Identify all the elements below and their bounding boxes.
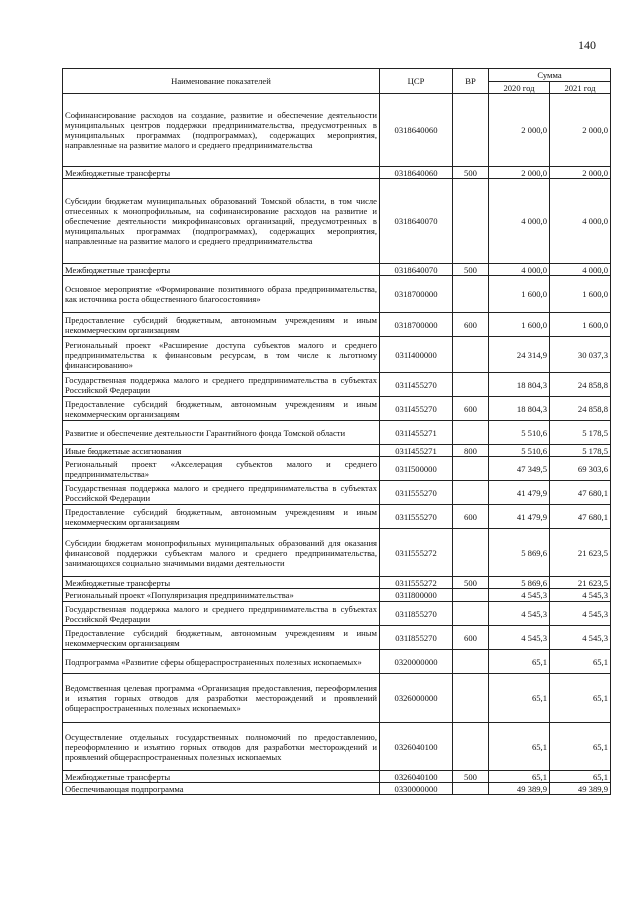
row-csr-cell: 0326040100 [380, 771, 453, 783]
row-name-cell: Предоставление субсидий бюджетным, автономным учреждениям и иным некоммерческим организациям [63, 626, 380, 650]
row-amount-2020-cell: 18 804,3 [489, 373, 550, 397]
row-amount-2020-cell: 5 510,6 [489, 421, 550, 445]
table-row [63, 674, 611, 723]
row-name-cell: Региональный проект «Популяризация предпринимательства» [63, 589, 380, 602]
row-csr-cell: 031I455270 [380, 397, 453, 421]
row-vr-cell: 500 [453, 264, 489, 276]
row-amount-2020-cell: 1 600,0 [489, 276, 550, 313]
row-amount-2021-cell: 49 389,9 [550, 783, 611, 795]
row-amount-2021-cell: 4 545,3 [550, 589, 611, 602]
row-amount-2020-cell: 4 545,3 [489, 589, 550, 602]
row-name-cell: Региональный проект «Акселерация субъектов малого и среднего предпринимательства» [63, 457, 380, 481]
row-amount-2021-cell: 65,1 [550, 723, 611, 771]
row-amount-2020-cell: 4 000,0 [489, 179, 550, 264]
row-vr-cell [453, 421, 489, 445]
table-row [63, 783, 611, 795]
row-name-cell: Межбюджетные трансферты [63, 264, 380, 276]
row-vr-cell [453, 481, 489, 505]
row-name-cell: Межбюджетные трансферты [63, 771, 380, 783]
row-amount-2021-cell: 1 600,0 [550, 313, 611, 337]
row-amount-2021-cell: 24 858,8 [550, 397, 611, 421]
row-csr-cell: 031I855270 [380, 602, 453, 626]
row-amount-2021-cell: 1 600,0 [550, 276, 611, 313]
row-vr-cell: 500 [453, 771, 489, 783]
row-amount-2021-cell: 2 000,0 [550, 94, 611, 167]
row-amount-2021-cell: 65,1 [550, 674, 611, 723]
row-amount-2021-cell: 4 545,3 [550, 602, 611, 626]
row-csr-cell: 031I555272 [380, 529, 453, 577]
row-csr-cell: 031I400000 [380, 337, 453, 373]
table-row [63, 589, 611, 602]
row-amount-2020-cell: 5 510,6 [489, 445, 550, 457]
table-row [63, 337, 611, 373]
row-amount-2020-cell: 1 600,0 [489, 313, 550, 337]
row-vr-cell: 600 [453, 397, 489, 421]
table-row [63, 421, 611, 445]
row-name-cell: Государственная поддержка малого и среднего предпринимательства в субъектах Российской Федерации [63, 373, 380, 397]
row-name-cell: Софинансирование расходов на создание, развитие и обеспечение деятельности муниципальных центров поддержки предпринимательства, предусмотренных в муниципальных программах (подпрограммах), содержащих мероприятия, направленные на развитие малого и среднего предпринимательства [63, 94, 380, 167]
header-year-2020: 2020 год [489, 82, 550, 94]
row-amount-2021-cell: 65,1 [550, 771, 611, 783]
row-amount-2020-cell: 65,1 [489, 723, 550, 771]
table-row [63, 94, 611, 167]
row-amount-2020-cell: 65,1 [489, 650, 550, 674]
row-name-cell: Предоставление субсидий бюджетным, автономным учреждениям и иным некоммерческим организациям [63, 505, 380, 529]
table-row [63, 167, 611, 179]
row-csr-cell: 031I555270 [380, 505, 453, 529]
table-row [63, 602, 611, 626]
row-amount-2020-cell: 4 000,0 [489, 264, 550, 276]
row-vr-cell [453, 457, 489, 481]
row-vr-cell [453, 373, 489, 397]
row-vr-cell [453, 650, 489, 674]
row-amount-2021-cell: 2 000,0 [550, 167, 611, 179]
row-vr-cell [453, 723, 489, 771]
row-name-cell: Межбюджетные трансферты [63, 577, 380, 589]
table-row [63, 481, 611, 505]
row-csr-cell: 0318640070 [380, 179, 453, 264]
row-vr-cell: 500 [453, 167, 489, 179]
row-amount-2021-cell: 21 623,5 [550, 577, 611, 589]
table-row [63, 529, 611, 577]
row-name-cell: Предоставление субсидий бюджетным, автономным учреждениям и иным некоммерческим организациям [63, 313, 380, 337]
page-number: 140 [578, 38, 596, 52]
row-vr-cell [453, 94, 489, 167]
table-row [63, 505, 611, 529]
row-amount-2021-cell: 5 178,5 [550, 421, 611, 445]
row-vr-cell [453, 179, 489, 264]
row-csr-cell: 0318640070 [380, 264, 453, 276]
header-csr: ЦСР [380, 69, 453, 94]
row-name-cell: Государственная поддержка малого и среднего предпринимательства в субъектах Российской Федерации [63, 481, 380, 505]
row-vr-cell [453, 783, 489, 795]
table-row [63, 457, 611, 481]
row-amount-2020-cell: 65,1 [489, 771, 550, 783]
row-csr-cell: 0318700000 [380, 313, 453, 337]
row-name-cell: Ведомственная целевая программа «Организация предоставления, переоформления и изъятия горных отводов для разработки месторождений и проявлений общераспространенных полезных ископаемых» [63, 674, 380, 723]
row-csr-cell: 0318640060 [380, 167, 453, 179]
row-csr-cell: 031I455271 [380, 421, 453, 445]
row-csr-cell: 031I555270 [380, 481, 453, 505]
header-year-2021: 2021 год [550, 82, 611, 94]
row-amount-2020-cell: 2 000,0 [489, 167, 550, 179]
row-amount-2020-cell: 5 869,6 [489, 577, 550, 589]
row-csr-cell: 0318700000 [380, 276, 453, 313]
table-row [63, 626, 611, 650]
row-amount-2020-cell: 24 314,9 [489, 337, 550, 373]
table-row [63, 397, 611, 421]
row-vr-cell: 600 [453, 313, 489, 337]
row-vr-cell: 600 [453, 505, 489, 529]
row-csr-cell: 031I800000 [380, 589, 453, 602]
row-amount-2021-cell: 4 000,0 [550, 264, 611, 276]
row-amount-2021-cell: 21 623,5 [550, 529, 611, 577]
row-csr-cell: 031I555272 [380, 577, 453, 589]
row-csr-cell: 0330000000 [380, 783, 453, 795]
row-amount-2020-cell: 18 804,3 [489, 397, 550, 421]
table-header [63, 69, 611, 94]
row-amount-2020-cell: 41 479,9 [489, 505, 550, 529]
budget-table [62, 68, 611, 795]
header-vr: ВР [453, 69, 489, 94]
row-vr-cell [453, 337, 489, 373]
row-name-cell: Межбюджетные трансферты [63, 167, 380, 179]
table-body [63, 94, 611, 795]
row-csr-cell: 031I855270 [380, 626, 453, 650]
table-row [63, 577, 611, 589]
row-amount-2021-cell: 24 858,8 [550, 373, 611, 397]
row-name-cell: Подпрограмма «Развитие сферы общераспространенных полезных ископаемых» [63, 650, 380, 674]
row-vr-cell [453, 529, 489, 577]
table-row [63, 771, 611, 783]
table-row [63, 723, 611, 771]
row-name-cell: Субсидии бюджетам муниципальных образований Томской области, в том числе отнесенных к монопрофильным, на софинансирование расходов на развитие и обеспечение деятельности микрофинансовых организаций, предусмотренных в муниципальных программах (подпрограммах), содержащих мероприятия, направленные на развитие малого и среднего предпринимательства [63, 179, 380, 264]
row-amount-2021-cell: 69 303,6 [550, 457, 611, 481]
row-name-cell: Основное мероприятие «Формирование позитивного образа предпринимательства, как источника роста общественного благосостояния» [63, 276, 380, 313]
row-vr-cell: 600 [453, 626, 489, 650]
table-row [63, 179, 611, 264]
row-amount-2021-cell: 47 680,1 [550, 481, 611, 505]
row-csr-cell: 0326040100 [380, 723, 453, 771]
row-amount-2020-cell: 4 545,3 [489, 626, 550, 650]
row-vr-cell [453, 589, 489, 602]
row-amount-2021-cell: 30 037,3 [550, 337, 611, 373]
table-row [63, 264, 611, 276]
row-vr-cell: 800 [453, 445, 489, 457]
table-row [63, 445, 611, 457]
row-name-cell: Субсидии бюджетам монопрофильных муниципальных образований для оказания финансовой поддержки субъектам малого и среднего предпринимательства, занимающихся социально значимыми видами деятельности [63, 529, 380, 577]
row-amount-2021-cell: 65,1 [550, 650, 611, 674]
row-csr-cell: 031I455270 [380, 373, 453, 397]
row-vr-cell [453, 276, 489, 313]
row-name-cell: Региональный проект «Расширение доступа субъектов малого и среднего предпринимательства к финансовым ресурсам, в том числе к льготному финансированию» [63, 337, 380, 373]
header-sum: Сумма [489, 69, 611, 82]
row-csr-cell: 0326000000 [380, 674, 453, 723]
row-name-cell: Осуществление отдельных государственных полномочий по предоставлению, переоформлению и изъятию горных отводов для разработки месторождений и проявлений общераспространенных полезных ископаемых [63, 723, 380, 771]
row-name-cell: Государственная поддержка малого и среднего предпринимательства в субъектах Российской Федерации [63, 602, 380, 626]
row-amount-2020-cell: 2 000,0 [489, 94, 550, 167]
table-row [63, 373, 611, 397]
row-amount-2021-cell: 47 680,1 [550, 505, 611, 529]
row-vr-cell: 500 [453, 577, 489, 589]
row-amount-2020-cell: 41 479,9 [489, 481, 550, 505]
row-name-cell: Иные бюджетные ассигнования [63, 445, 380, 457]
row-name-cell: Развитие и обеспечение деятельности Гарантийного фонда Томской области [63, 421, 380, 445]
row-amount-2021-cell: 4 000,0 [550, 179, 611, 264]
row-csr-cell: 0320000000 [380, 650, 453, 674]
row-csr-cell: 031I500000 [380, 457, 453, 481]
row-vr-cell [453, 674, 489, 723]
row-name-cell: Предоставление субсидий бюджетным, автономным учреждениям и иным некоммерческим организациям [63, 397, 380, 421]
table-row [63, 313, 611, 337]
row-name-cell: Обеспечивающая подпрограмма [63, 783, 380, 795]
row-amount-2021-cell: 4 545,3 [550, 626, 611, 650]
row-amount-2020-cell: 4 545,3 [489, 602, 550, 626]
row-amount-2020-cell: 5 869,6 [489, 529, 550, 577]
row-csr-cell: 0318640060 [380, 94, 453, 167]
row-vr-cell [453, 602, 489, 626]
table-row [63, 650, 611, 674]
row-csr-cell: 031I455271 [380, 445, 453, 457]
table-row [63, 276, 611, 313]
header-name: Наименование показателей [63, 69, 380, 94]
row-amount-2021-cell: 5 178,5 [550, 445, 611, 457]
row-amount-2020-cell: 47 349,5 [489, 457, 550, 481]
row-amount-2020-cell: 49 389,9 [489, 783, 550, 795]
row-amount-2020-cell: 65,1 [489, 674, 550, 723]
